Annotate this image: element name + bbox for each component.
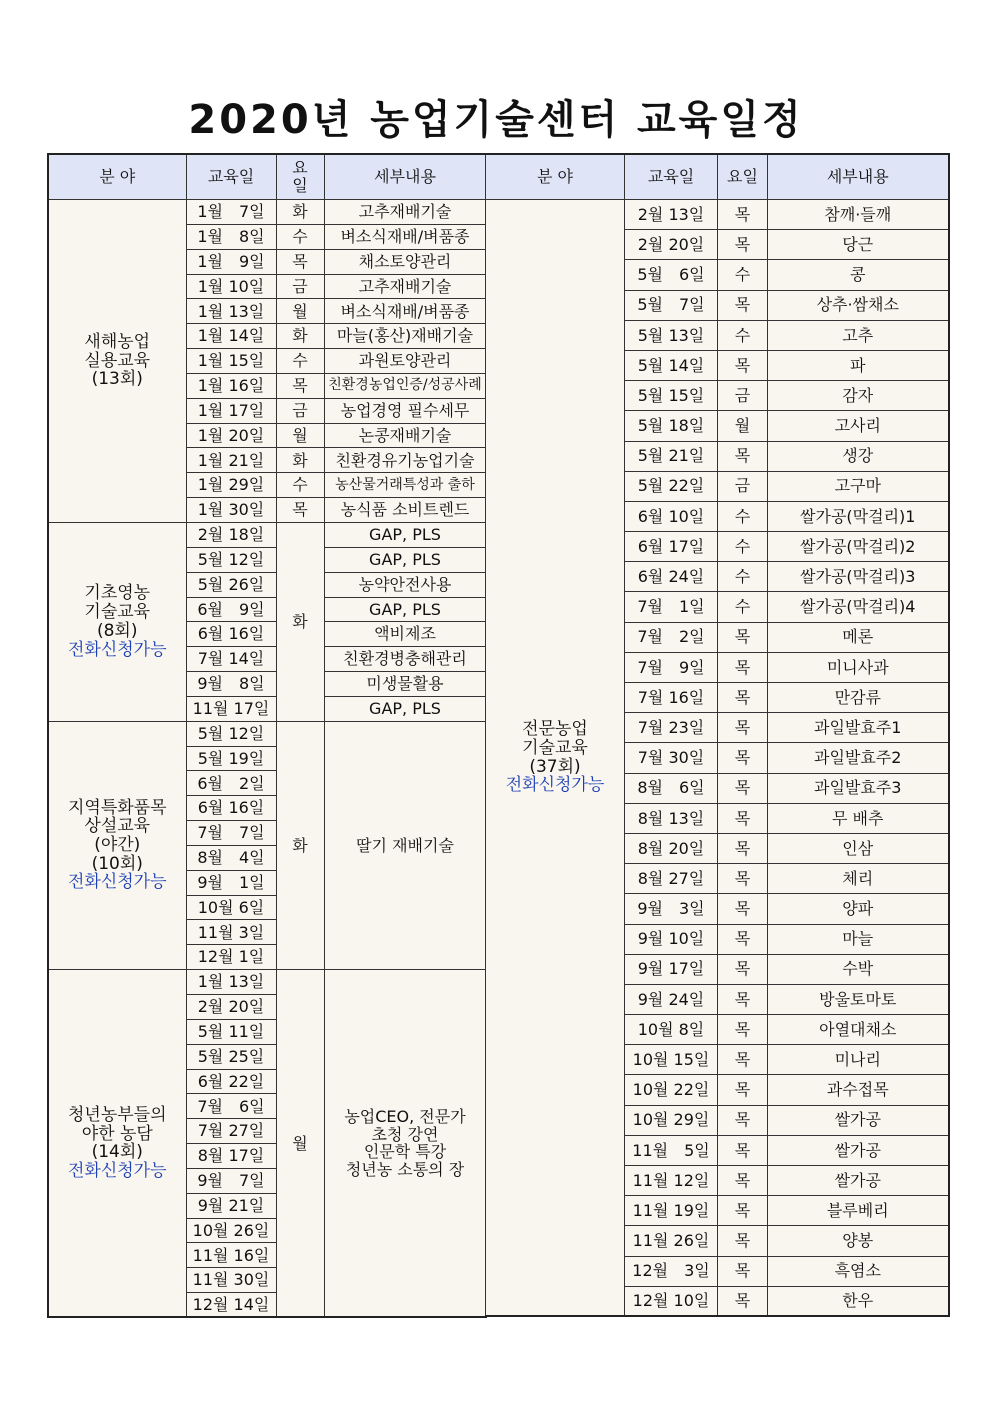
day-cell: 수 (718, 532, 768, 562)
date-cell: 8월 17일 (186, 1144, 276, 1169)
day-cell: 목 (718, 200, 768, 230)
detail-cell: 벼소식재배/벼품종 (324, 299, 486, 324)
date-cell: 5월 25일 (186, 1044, 276, 1069)
day-cell: 목 (718, 864, 768, 894)
day-cell: 수 (718, 562, 768, 592)
day-cell: 수 (718, 592, 768, 622)
header-field: 분 야 (48, 154, 186, 200)
date-cell: 5월 21일 (625, 441, 718, 471)
phone-application-note: 전화신청가능 (505, 775, 605, 796)
detail-line: 초청 강연 (371, 1124, 439, 1144)
detail-cell: 메론 (768, 622, 949, 652)
date-cell: 10월 8일 (625, 1015, 718, 1045)
day-cell: 금 (718, 381, 768, 411)
table-row (48, 522, 486, 547)
date-cell: 1월 13일 (186, 970, 276, 995)
detail-cell: 감자 (768, 381, 949, 411)
category-label: 전문농업 (522, 719, 588, 740)
detail-cell: 콩 (768, 260, 949, 290)
detail-cell: 체리 (768, 864, 949, 894)
category-label: (10회) (91, 853, 143, 874)
detail-cell: 벼소식재배/벼품종 (324, 224, 486, 249)
date-cell: 6월 16일 (186, 796, 276, 821)
date-cell: 7월 2일 (625, 622, 718, 652)
date-cell: 5월 7일 (625, 290, 718, 320)
category-label: 상설교육 (84, 816, 151, 837)
day-cell: 목 (718, 1286, 768, 1316)
detail-cell: 아열대채소 (768, 1015, 949, 1045)
detail-cell: 무 배추 (768, 803, 949, 833)
detail-cell: 당근 (768, 230, 949, 260)
detail-line: 청년농 소통의 장 (345, 1159, 465, 1179)
day-cell: 목 (718, 1135, 768, 1165)
header-date: 교육일 (186, 154, 276, 200)
date-cell: 9월 3일 (625, 894, 718, 924)
detail-cell: 인삼 (768, 833, 949, 863)
left-schedule-table (47, 153, 487, 1318)
day-cell: 화 (276, 522, 324, 721)
detail-cell: 쌀가공(막걸리)3 (768, 562, 949, 592)
category-label: 야한 농담 (81, 1123, 153, 1144)
day-cell: 월 (718, 411, 768, 441)
detail-cell: 농업경영 필수세무 (324, 398, 486, 423)
date-cell: 1월 10일 (186, 274, 276, 299)
detail-cell: 논콩재배기술 (324, 423, 486, 448)
date-cell: 8월 20일 (625, 833, 718, 863)
day-cell: 목 (718, 924, 768, 954)
detail-line: 인문학 특강 (363, 1142, 447, 1162)
detail-cell: 파 (768, 350, 949, 380)
detail-cell: 생강 (768, 441, 949, 471)
detail-cell: 쌀가공(막걸리)4 (768, 592, 949, 622)
detail-cell: 블루베리 (768, 1196, 949, 1226)
date-cell: 11월 17일 (186, 696, 276, 721)
date-cell: 6월 9일 (186, 597, 276, 622)
date-cell: 9월 24일 (625, 984, 718, 1014)
date-cell: 1월 16일 (186, 373, 276, 398)
detail-cell: 고구마 (768, 471, 949, 501)
page-title: 2020년 농업기술센터 교육일정 (188, 97, 804, 143)
detail-cell: 한우 (768, 1286, 949, 1316)
day-cell: 목 (718, 683, 768, 713)
detail-cell: 쌀가공(막걸리)1 (768, 501, 949, 531)
category-label: 기초영농 (84, 583, 151, 604)
category-cell (486, 200, 625, 1317)
category-cell (48, 200, 186, 523)
date-cell: 9월 21일 (186, 1193, 276, 1218)
date-cell: 6월 2일 (186, 771, 276, 796)
date-cell: 12월 3일 (625, 1256, 718, 1286)
detail-cell: 마늘 (768, 924, 949, 954)
day-cell: 목 (718, 350, 768, 380)
header-field: 분 야 (486, 154, 625, 200)
date-cell: 7월 9일 (625, 652, 718, 682)
detail-cell (324, 970, 486, 1318)
day-cell: 목 (276, 249, 324, 274)
day-cell: 화 (276, 448, 324, 473)
day-cell: 목 (718, 713, 768, 743)
header-detail: 세부내용 (324, 154, 486, 200)
detail-cell: 양봉 (768, 1226, 949, 1256)
date-cell: 5월 22일 (625, 471, 718, 501)
date-cell: 9월 10일 (625, 924, 718, 954)
date-cell: 11월 19일 (625, 1196, 718, 1226)
date-cell: 6월 24일 (625, 562, 718, 592)
day-cell: 목 (718, 743, 768, 773)
date-cell: 9월 1일 (186, 870, 276, 895)
day-cell: 목 (718, 1045, 768, 1075)
date-cell: 7월 23일 (625, 713, 718, 743)
date-cell: 5월 13일 (625, 320, 718, 350)
phone-application-note: 전화신청가능 (67, 872, 167, 893)
date-cell: 9월 8일 (186, 672, 276, 697)
detail-cell: GAP, PLS (324, 547, 486, 572)
detail-cell: 쌀가공(막걸리)2 (768, 532, 949, 562)
date-cell: 7월 14일 (186, 647, 276, 672)
category-label: (14회) (91, 1142, 143, 1163)
date-cell: 7월 30일 (625, 743, 718, 773)
day-cell: 목 (718, 803, 768, 833)
day-cell: 목 (718, 1196, 768, 1226)
detail-cell: 미니사과 (768, 652, 949, 682)
date-cell: 7월 6일 (186, 1094, 276, 1119)
detail-cell: 고추 (768, 320, 949, 350)
detail-cell: 참깨·들깨 (768, 200, 949, 230)
day-cell: 목 (718, 1166, 768, 1196)
detail-cell: 쌀가공 (768, 1135, 949, 1165)
category-label: 지역특화품목 (67, 797, 167, 818)
date-cell: 5월 11일 (186, 1019, 276, 1044)
day-cell: 목 (718, 894, 768, 924)
date-cell: 8월 27일 (625, 864, 718, 894)
detail-cell: 상추·쌈채소 (768, 290, 949, 320)
day-cell: 수 (718, 501, 768, 531)
date-cell: 11월 30일 (186, 1268, 276, 1293)
detail-cell: 친환경농업인증/성공사례 (324, 373, 486, 398)
date-cell: 2월 20일 (186, 995, 276, 1020)
category-cell (48, 522, 186, 721)
day-cell: 화 (276, 721, 324, 969)
detail-cell: 채소토양관리 (324, 249, 486, 274)
day-cell: 수 (276, 473, 324, 498)
date-cell: 5월 12일 (186, 547, 276, 572)
day-cell: 금 (718, 471, 768, 501)
date-cell: 11월 16일 (186, 1243, 276, 1268)
day-cell: 목 (718, 1256, 768, 1286)
date-cell: 10월 26일 (186, 1218, 276, 1243)
date-cell: 1월 30일 (186, 498, 276, 523)
day-cell: 목 (718, 290, 768, 320)
detail-cell: 고추재배기술 (324, 274, 486, 299)
day-cell: 목 (718, 652, 768, 682)
date-cell: 5월 26일 (186, 572, 276, 597)
detail-cell: 마늘(홍산)재배기술 (324, 324, 486, 349)
date-cell: 6월 22일 (186, 1069, 276, 1094)
date-cell: 1월 7일 (186, 200, 276, 225)
date-cell: 2월 13일 (625, 200, 718, 230)
detail-cell: 농약안전사용 (324, 572, 486, 597)
date-cell: 1월 13일 (186, 299, 276, 324)
day-cell: 금 (276, 274, 324, 299)
date-cell: 2월 20일 (625, 230, 718, 260)
date-cell: 6월 16일 (186, 622, 276, 647)
category-label: (37회) (529, 756, 581, 777)
date-cell: 9월 7일 (186, 1168, 276, 1193)
detail-cell: 고추재배기술 (324, 200, 486, 225)
date-cell: 12월 10일 (625, 1286, 718, 1316)
detail-cell: 고사리 (768, 411, 949, 441)
date-cell: 7월 7일 (186, 821, 276, 846)
day-cell: 월 (276, 970, 324, 1318)
day-cell: 목 (718, 1015, 768, 1045)
table-row (48, 721, 486, 746)
category-label: 기술교육 (84, 602, 151, 623)
date-cell: 7월 27일 (186, 1119, 276, 1144)
date-cell: 10월 6일 (186, 895, 276, 920)
day-cell: 목 (718, 230, 768, 260)
date-cell: 11월 5일 (625, 1135, 718, 1165)
detail-cell: 과수접목 (768, 1075, 949, 1105)
header-day: 요 일 (276, 154, 324, 200)
category-label: (13회) (91, 369, 143, 390)
day-cell: 화 (276, 324, 324, 349)
date-cell: 5월 6일 (625, 260, 718, 290)
day-cell: 목 (718, 1075, 768, 1105)
day-cell: 목 (718, 1226, 768, 1256)
category-cell (48, 970, 186, 1318)
detail-cell: 친환경유기농업기술 (324, 448, 486, 473)
day-cell: 월 (276, 299, 324, 324)
detail-cell: 방울토마토 (768, 984, 949, 1014)
date-cell: 11월 26일 (625, 1226, 718, 1256)
category-label: (야간) (94, 835, 141, 856)
detail-cell: 양파 (768, 894, 949, 924)
date-cell: 2월 18일 (186, 522, 276, 547)
detail-cell: 과원토양관리 (324, 349, 486, 374)
date-cell: 1월 15일 (186, 349, 276, 374)
category-label: 기술교육 (522, 738, 588, 759)
right-schedule-table (485, 153, 950, 1317)
table-row (48, 200, 486, 225)
detail-cell: 친환경병충해관리 (324, 647, 486, 672)
header-day: 요일 (718, 154, 768, 200)
date-cell: 1월 8일 (186, 224, 276, 249)
detail-cell: 미나리 (768, 1045, 949, 1075)
day-cell: 목 (718, 441, 768, 471)
day-cell: 목 (718, 984, 768, 1014)
category-label: (8회) (96, 620, 138, 641)
day-cell: 목 (718, 833, 768, 863)
category-cell (48, 721, 186, 969)
date-cell: 12월 1일 (186, 945, 276, 970)
day-cell: 금 (276, 398, 324, 423)
day-cell: 수 (276, 224, 324, 249)
detail-cell: 흑염소 (768, 1256, 949, 1286)
date-cell: 11월 3일 (186, 920, 276, 945)
day-cell: 목 (718, 954, 768, 984)
detail-line: 농업CEO, 전문가 (344, 1107, 466, 1127)
day-cell: 목 (718, 1105, 768, 1135)
day-cell: 목 (276, 373, 324, 398)
detail-cell: 농산물거래특성과 출하 (324, 473, 486, 498)
date-cell: 8월 13일 (625, 803, 718, 833)
date-cell: 8월 6일 (625, 773, 718, 803)
phone-application-note: 전화신청가능 (67, 1161, 167, 1181)
day-cell: 목 (718, 773, 768, 803)
detail-cell: 과일발효주3 (768, 773, 949, 803)
date-cell: 1월 14일 (186, 324, 276, 349)
header-detail: 세부내용 (768, 154, 949, 200)
detail-cell: 쌀가공 (768, 1105, 949, 1135)
detail-cell: 미생물활용 (324, 672, 486, 697)
date-cell: 10월 15일 (625, 1045, 718, 1075)
date-cell: 5월 19일 (186, 746, 276, 771)
date-cell: 5월 15일 (625, 381, 718, 411)
detail-cell: 딸기 재배기술 (324, 721, 486, 969)
table-row (48, 970, 486, 995)
detail-cell: 만감류 (768, 683, 949, 713)
date-cell: 1월 9일 (186, 249, 276, 274)
day-cell: 수 (718, 260, 768, 290)
date-cell: 1월 21일 (186, 448, 276, 473)
detail-cell: 액비제조 (324, 622, 486, 647)
category-label: 새해농업 (84, 331, 151, 352)
day-cell: 수 (276, 349, 324, 374)
date-cell: 9월 17일 (625, 954, 718, 984)
detail-cell: 과일발효주2 (768, 743, 949, 773)
day-cell: 수 (718, 320, 768, 350)
phone-application-note: 전화신청가능 (67, 639, 167, 660)
date-cell: 10월 29일 (625, 1105, 718, 1135)
date-cell: 5월 14일 (625, 350, 718, 380)
date-cell: 6월 17일 (625, 532, 718, 562)
date-cell: 8월 4일 (186, 845, 276, 870)
category-label: 청년농부들의 (67, 1104, 167, 1125)
date-cell: 1월 20일 (186, 423, 276, 448)
date-cell: 6월 10일 (625, 501, 718, 531)
day-cell: 화 (276, 200, 324, 225)
detail-cell: 수박 (768, 954, 949, 984)
date-cell: 1월 29일 (186, 473, 276, 498)
detail-cell: 쌀가공 (768, 1166, 949, 1196)
date-cell: 10월 22일 (625, 1075, 718, 1105)
date-cell: 7월 1일 (625, 592, 718, 622)
date-cell: 5월 12일 (186, 721, 276, 746)
detail-cell: 과일발효주1 (768, 713, 949, 743)
date-cell: 12월 14일 (186, 1293, 276, 1318)
header-date: 교육일 (625, 154, 718, 200)
detail-cell: GAP, PLS (324, 522, 486, 547)
date-cell: 1월 17일 (186, 398, 276, 423)
detail-cell: GAP, PLS (324, 597, 486, 622)
day-cell: 월 (276, 423, 324, 448)
detail-cell: 농식품 소비트렌드 (324, 498, 486, 523)
day-cell: 목 (718, 622, 768, 652)
category-label: 실용교육 (84, 350, 151, 371)
date-cell: 7월 16일 (625, 683, 718, 713)
date-cell: 5월 18일 (625, 411, 718, 441)
date-cell: 11월 12일 (625, 1166, 718, 1196)
table-row (486, 200, 949, 230)
detail-cell: GAP, PLS (324, 696, 486, 721)
day-cell: 목 (276, 498, 324, 523)
